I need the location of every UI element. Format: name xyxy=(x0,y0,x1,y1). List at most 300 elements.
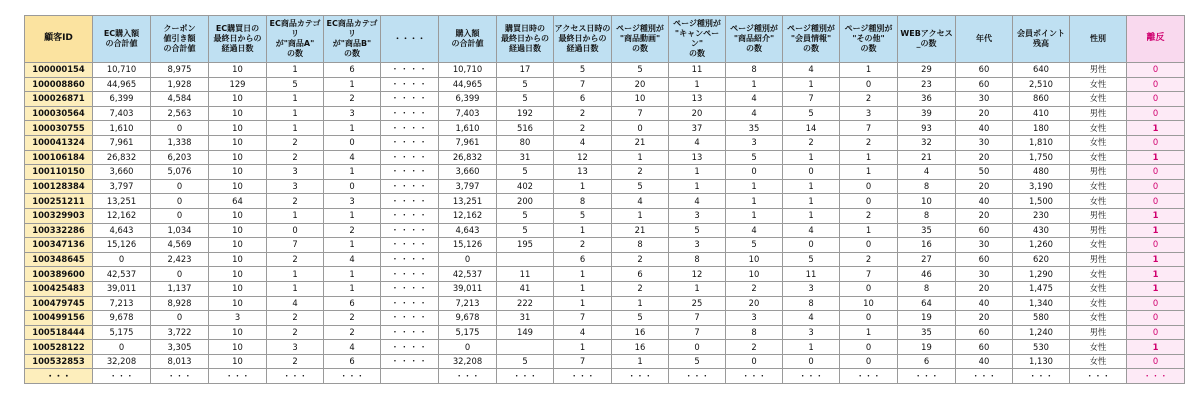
churn-cell: 0 xyxy=(1127,325,1185,340)
table-cell: ・・・・ xyxy=(381,281,439,296)
table-cell: 3 xyxy=(267,179,324,194)
table-cell: 10 xyxy=(209,267,267,282)
churn-cell: 0 xyxy=(1127,92,1185,107)
table-cell: ・・・・ xyxy=(381,106,439,121)
table-cell: 4 xyxy=(783,63,840,78)
table-cell: 6 xyxy=(612,267,669,282)
table-cell: 女性 xyxy=(1070,267,1127,282)
table-cell: 10 xyxy=(209,223,267,238)
table-cell: 7 xyxy=(669,311,726,326)
table-row xyxy=(25,252,1185,267)
table-cell: 7 xyxy=(840,121,898,136)
table-cell: 16 xyxy=(612,325,669,340)
table-cell: 8 xyxy=(898,179,956,194)
table-cell: 0 xyxy=(669,340,726,355)
table-cell: 5 xyxy=(612,311,669,326)
table-cell: 1 xyxy=(669,281,726,296)
table-cell: 1 xyxy=(324,121,381,136)
table-cell: 1 xyxy=(612,208,669,223)
table-cell: 41 xyxy=(497,281,554,296)
table-cell: 5 xyxy=(497,223,554,238)
table-cell: ・・・ xyxy=(554,369,612,384)
table-cell: ・・・ xyxy=(93,369,151,384)
churn-cell: 0 xyxy=(1127,106,1185,121)
column-header: ページ種別が "商品動画" の数 xyxy=(612,16,669,63)
table-cell: 20 xyxy=(956,150,1013,165)
table-cell: 35 xyxy=(898,325,956,340)
customer-id-cell: 100479745 xyxy=(25,296,93,311)
table-cell: 2 xyxy=(840,92,898,107)
table-cell: 10 xyxy=(840,296,898,311)
table-row xyxy=(25,238,1185,253)
table-row xyxy=(25,63,1185,78)
table-cell: 8 xyxy=(726,63,783,78)
column-header: EC商品カテゴリ が"商品B" の数 xyxy=(324,16,381,63)
table-cell: 1 xyxy=(324,281,381,296)
table-cell: 10 xyxy=(209,121,267,136)
table-cell: 7 xyxy=(554,311,612,326)
table-cell: 5 xyxy=(497,92,554,107)
table-cell: 8 xyxy=(898,281,956,296)
customer-id-cell: 100518444 xyxy=(25,325,93,340)
table-cell: 480 xyxy=(1013,165,1070,180)
customer-churn-table xyxy=(24,15,1185,384)
table-cell: 5 xyxy=(554,208,612,223)
table-cell: 4,584 xyxy=(151,92,209,107)
table-cell: 4 xyxy=(554,135,612,150)
table-cell: 2 xyxy=(783,135,840,150)
table-cell: 20 xyxy=(956,106,1013,121)
table-cell: 1 xyxy=(267,121,324,136)
table-cell: 1,810 xyxy=(1013,135,1070,150)
churn-cell: 0 xyxy=(1127,296,1185,311)
table-cell xyxy=(381,369,439,384)
table-cell: 10 xyxy=(612,92,669,107)
table-cell: 60 xyxy=(956,325,1013,340)
churn-cell: 0 xyxy=(1127,238,1185,253)
table-cell: 1 xyxy=(554,340,612,355)
customer-id-cell: 100251211 xyxy=(25,194,93,209)
table-cell: 5 xyxy=(612,179,669,194)
table-cell: 2 xyxy=(267,150,324,165)
table-cell: 13 xyxy=(554,165,612,180)
table-cell: 23 xyxy=(898,77,956,92)
table-cell: 3 xyxy=(726,311,783,326)
column-header: EC購買日の 最終日からの 経過日数 xyxy=(209,16,267,63)
table-row xyxy=(25,92,1185,107)
table-cell: 0 xyxy=(840,238,898,253)
table-cell: 36 xyxy=(898,92,956,107)
table-cell: 男性 xyxy=(1070,223,1127,238)
table-cell: 7,961 xyxy=(439,135,497,150)
table-cell: ・・・・ xyxy=(381,165,439,180)
table-cell: 60 xyxy=(956,252,1013,267)
table-cell: 7,213 xyxy=(439,296,497,311)
table-cell: 5 xyxy=(726,150,783,165)
table-cell: 5 xyxy=(783,106,840,121)
table-cell: ・・・・ xyxy=(381,92,439,107)
table-cell: 男性 xyxy=(1070,106,1127,121)
table-cell: 516 xyxy=(497,121,554,136)
table-cell: 3 xyxy=(783,281,840,296)
table-cell: ・・・ xyxy=(726,369,783,384)
table-cell: 3 xyxy=(267,340,324,355)
table-cell: 10 xyxy=(726,267,783,282)
table-cell: 4 xyxy=(783,311,840,326)
table-cell: 12,162 xyxy=(93,208,151,223)
table-cell: 男性 xyxy=(1070,208,1127,223)
data-table-container xyxy=(24,15,1185,384)
table-cell: 5 xyxy=(267,77,324,92)
table-cell: ・・・・ xyxy=(381,238,439,253)
table-cell: 0 xyxy=(93,252,151,267)
table-cell: ・・・・ xyxy=(381,63,439,78)
table-cell: 9,678 xyxy=(93,311,151,326)
table-cell: 40 xyxy=(956,296,1013,311)
table-cell: 129 xyxy=(209,77,267,92)
table-cell: 13 xyxy=(669,92,726,107)
table-cell: 1 xyxy=(726,208,783,223)
table-cell: 6 xyxy=(554,92,612,107)
table-cell: ・・・ xyxy=(783,369,840,384)
table-row xyxy=(25,325,1185,340)
table-cell: 1 xyxy=(554,281,612,296)
table-cell: 1 xyxy=(267,106,324,121)
table-cell: 5 xyxy=(669,354,726,369)
table-cell: ・・・ xyxy=(840,369,898,384)
table-cell: 30 xyxy=(956,267,1013,282)
customer-id-cell: 100026871 xyxy=(25,92,93,107)
table-cell: 5 xyxy=(497,208,554,223)
churn-cell: 0 xyxy=(1127,77,1185,92)
table-row xyxy=(25,150,1185,165)
table-cell: 4 xyxy=(783,223,840,238)
table-cell: 0 xyxy=(151,179,209,194)
table-cell: ・・・・ xyxy=(381,296,439,311)
table-cell: 女性 xyxy=(1070,238,1127,253)
column-header: 購入額 の合計値 xyxy=(439,16,497,63)
table-cell: 1,034 xyxy=(151,223,209,238)
table-cell: 32,208 xyxy=(439,354,497,369)
table-cell: 3 xyxy=(669,208,726,223)
column-header: 会員ポイント 残高 xyxy=(1013,16,1070,63)
table-cell: 64 xyxy=(898,296,956,311)
table-cell: 1 xyxy=(840,325,898,340)
table-cell: ・・・ xyxy=(612,369,669,384)
table-cell: 5 xyxy=(554,63,612,78)
table-cell: 0 xyxy=(840,281,898,296)
table-cell: 1 xyxy=(554,179,612,194)
table-cell: 5 xyxy=(726,238,783,253)
table-row xyxy=(25,208,1185,223)
table-cell: 女性 xyxy=(1070,150,1127,165)
table-cell: 10,710 xyxy=(93,63,151,78)
table-cell: 0 xyxy=(93,340,151,355)
table-cell: 1 xyxy=(267,92,324,107)
customer-id-cell: 100329903 xyxy=(25,208,93,223)
table-cell: 3,797 xyxy=(439,179,497,194)
table-cell: 1 xyxy=(612,354,669,369)
table-cell: 13,251 xyxy=(439,194,497,209)
table-cell: 200 xyxy=(497,194,554,209)
table-cell: 0 xyxy=(783,354,840,369)
table-cell: 2 xyxy=(267,252,324,267)
table-cell: 女性 xyxy=(1070,194,1127,209)
table-cell: 530 xyxy=(1013,340,1070,355)
table-cell: ・・・ xyxy=(497,369,554,384)
table-cell: 3 xyxy=(726,135,783,150)
table-cell: 10 xyxy=(209,179,267,194)
column-header: 離反 xyxy=(1127,16,1185,63)
table-cell: 580 xyxy=(1013,311,1070,326)
table-cell: 1 xyxy=(267,281,324,296)
table-cell: 1 xyxy=(324,208,381,223)
table-cell: 2 xyxy=(612,165,669,180)
table-cell: 4 xyxy=(898,165,956,180)
table-cell: 7 xyxy=(669,325,726,340)
table-cell: 1 xyxy=(783,208,840,223)
table-row xyxy=(25,121,1185,136)
table-body xyxy=(25,63,1185,384)
table-cell: 2 xyxy=(267,194,324,209)
column-header: クーポン 値引き額 の合計値 xyxy=(151,16,209,63)
table-cell: 5 xyxy=(669,223,726,238)
table-cell: 1 xyxy=(324,165,381,180)
table-cell: ・・・・ xyxy=(381,208,439,223)
column-header: ページ種別が "キャンペーン" の数 xyxy=(669,16,726,63)
customer-id-cell: 100030755 xyxy=(25,121,93,136)
table-cell: 21 xyxy=(612,135,669,150)
table-cell: 11 xyxy=(497,267,554,282)
table-cell: 17 xyxy=(497,63,554,78)
customer-id-cell: 100499156 xyxy=(25,311,93,326)
table-cell: ・・・・ xyxy=(381,121,439,136)
table-cell: 40 xyxy=(956,354,1013,369)
table-cell: 2 xyxy=(840,135,898,150)
churn-cell: 0 xyxy=(1127,311,1185,326)
table-cell: 1 xyxy=(840,63,898,78)
table-cell: 7,213 xyxy=(93,296,151,311)
table-cell: 2 xyxy=(324,92,381,107)
table-cell: 42,537 xyxy=(439,267,497,282)
table-cell: 3,660 xyxy=(439,165,497,180)
table-row xyxy=(25,165,1185,180)
table-cell: 13 xyxy=(669,150,726,165)
table-cell: 4 xyxy=(554,325,612,340)
table-cell: 1 xyxy=(612,296,669,311)
table-cell: 30 xyxy=(956,238,1013,253)
churn-cell: 1 xyxy=(1127,208,1185,223)
column-header: 顧客ID xyxy=(25,16,93,63)
table-cell: 0 xyxy=(267,223,324,238)
table-cell: 1 xyxy=(669,165,726,180)
churn-cell: 0 xyxy=(1127,63,1185,78)
table-cell: ・・・ xyxy=(898,369,956,384)
customer-id-cell: 100008860 xyxy=(25,77,93,92)
table-cell: 3 xyxy=(783,325,840,340)
table-cell: 6,399 xyxy=(93,92,151,107)
table-cell: 1,137 xyxy=(151,281,209,296)
table-cell: ・・・ xyxy=(956,369,1013,384)
customer-id-cell: 100532853 xyxy=(25,354,93,369)
table-cell: 402 xyxy=(497,179,554,194)
table-cell: 26,832 xyxy=(439,150,497,165)
table-cell: 10 xyxy=(209,252,267,267)
churn-cell: 0 xyxy=(1127,165,1185,180)
table-cell: 2 xyxy=(840,252,898,267)
table-cell: 1,750 xyxy=(1013,150,1070,165)
table-row xyxy=(25,311,1185,326)
churn-cell: 1 xyxy=(1127,340,1185,355)
table-cell: 5,175 xyxy=(93,325,151,340)
table-cell: 1 xyxy=(324,238,381,253)
table-cell: 20 xyxy=(956,281,1013,296)
column-header: ページ種別が "商品紹介" の数 xyxy=(726,16,783,63)
table-cell: 13,251 xyxy=(93,194,151,209)
table-cell: ・・・・ xyxy=(381,150,439,165)
table-cell: 1,500 xyxy=(1013,194,1070,209)
table-cell: 1 xyxy=(554,223,612,238)
table-cell: 10 xyxy=(209,354,267,369)
table-cell: 0 xyxy=(840,311,898,326)
table-cell: 2 xyxy=(267,325,324,340)
table-row xyxy=(25,281,1185,296)
table-cell: 10 xyxy=(209,325,267,340)
table-cell: 10 xyxy=(209,106,267,121)
table-cell: 20 xyxy=(612,77,669,92)
table-cell: 10 xyxy=(898,194,956,209)
table-cell: 20 xyxy=(956,208,1013,223)
column-header: ページ種別が "その他" の数 xyxy=(840,16,898,63)
table-cell: ・・・・ xyxy=(381,179,439,194)
table-cell: 10,710 xyxy=(439,63,497,78)
table-cell: 女性 xyxy=(1070,340,1127,355)
table-cell: 44,965 xyxy=(439,77,497,92)
customer-id-cell: 100106184 xyxy=(25,150,93,165)
table-cell: 60 xyxy=(956,223,1013,238)
table-cell: 39,011 xyxy=(93,281,151,296)
table-cell: 1 xyxy=(783,179,840,194)
table-cell: 60 xyxy=(956,340,1013,355)
table-cell: 27 xyxy=(898,252,956,267)
table-cell: 0 xyxy=(840,179,898,194)
table-cell: 2 xyxy=(267,135,324,150)
table-cell: 10 xyxy=(209,63,267,78)
table-cell: ・・・・ xyxy=(381,252,439,267)
table-cell: 4 xyxy=(612,194,669,209)
table-cell: 8 xyxy=(669,252,726,267)
table-cell: 620 xyxy=(1013,252,1070,267)
churn-cell: 1 xyxy=(1127,252,1185,267)
column-header: 性別 xyxy=(1070,16,1127,63)
table-cell: 5 xyxy=(612,63,669,78)
table-cell: 6 xyxy=(324,354,381,369)
table-cell: 1 xyxy=(324,77,381,92)
table-cell: 64 xyxy=(209,194,267,209)
table-cell: 10 xyxy=(726,252,783,267)
table-cell: 女性 xyxy=(1070,311,1127,326)
table-cell: 0 xyxy=(151,267,209,282)
table-cell: 19 xyxy=(898,311,956,326)
table-cell: 8 xyxy=(612,238,669,253)
table-cell: 640 xyxy=(1013,63,1070,78)
table-cell: 8 xyxy=(726,325,783,340)
table-cell: 4,643 xyxy=(93,223,151,238)
table-cell: 60 xyxy=(956,63,1013,78)
table-cell: 35 xyxy=(726,121,783,136)
table-cell: 0 xyxy=(151,208,209,223)
table-row xyxy=(25,106,1185,121)
table-cell: 1 xyxy=(267,63,324,78)
table-cell: 9,678 xyxy=(439,311,497,326)
table-cell: 16 xyxy=(612,340,669,355)
table-cell: 7 xyxy=(783,92,840,107)
table-cell: ・・・・ xyxy=(381,267,439,282)
table-cell: 0 xyxy=(151,121,209,136)
table-cell: 6 xyxy=(324,63,381,78)
table-cell: 3 xyxy=(209,311,267,326)
table-cell: 2 xyxy=(554,238,612,253)
table-cell: 1 xyxy=(783,194,840,209)
table-cell: 5,175 xyxy=(439,325,497,340)
table-cell: 7,403 xyxy=(439,106,497,121)
table-cell: 1 xyxy=(669,77,726,92)
table-cell: 180 xyxy=(1013,121,1070,136)
table-cell: 60 xyxy=(956,77,1013,92)
table-cell: 0 xyxy=(840,194,898,209)
table-cell: ・・・ xyxy=(1013,369,1070,384)
table-cell: 21 xyxy=(612,223,669,238)
table-cell: 31 xyxy=(497,150,554,165)
table-cell: 1 xyxy=(840,165,898,180)
table-row xyxy=(25,369,1185,384)
table-cell: 20 xyxy=(726,296,783,311)
table-cell: 2 xyxy=(726,281,783,296)
table-cell: 19 xyxy=(898,340,956,355)
table-cell: 0 xyxy=(840,340,898,355)
table-cell: 3,797 xyxy=(93,179,151,194)
table-cell: 2 xyxy=(612,252,669,267)
table-cell: 女性 xyxy=(1070,92,1127,107)
table-row xyxy=(25,135,1185,150)
table-cell: 5 xyxy=(497,354,554,369)
table-cell: 2,423 xyxy=(151,252,209,267)
table-cell: 3,660 xyxy=(93,165,151,180)
table-cell: 4 xyxy=(726,106,783,121)
table-cell: 10 xyxy=(209,281,267,296)
table-cell: 1 xyxy=(726,194,783,209)
table-cell: 10 xyxy=(209,238,267,253)
table-cell: 12,162 xyxy=(439,208,497,223)
table-cell: 21 xyxy=(898,150,956,165)
table-cell: 1 xyxy=(726,77,783,92)
table-cell: 4 xyxy=(324,340,381,355)
table-cell: 410 xyxy=(1013,106,1070,121)
table-cell: 1 xyxy=(554,296,612,311)
table-cell: 1 xyxy=(267,208,324,223)
table-cell: 6,399 xyxy=(439,92,497,107)
table-cell: 4 xyxy=(669,135,726,150)
table-cell: 8,928 xyxy=(151,296,209,311)
table-row xyxy=(25,77,1185,92)
table-cell: 0 xyxy=(612,121,669,136)
table-cell: 8,013 xyxy=(151,354,209,369)
table-cell: 2 xyxy=(324,223,381,238)
table-cell: 6 xyxy=(898,354,956,369)
table-cell: 2 xyxy=(554,106,612,121)
table-cell: 女性 xyxy=(1070,179,1127,194)
table-cell: 0 xyxy=(840,77,898,92)
